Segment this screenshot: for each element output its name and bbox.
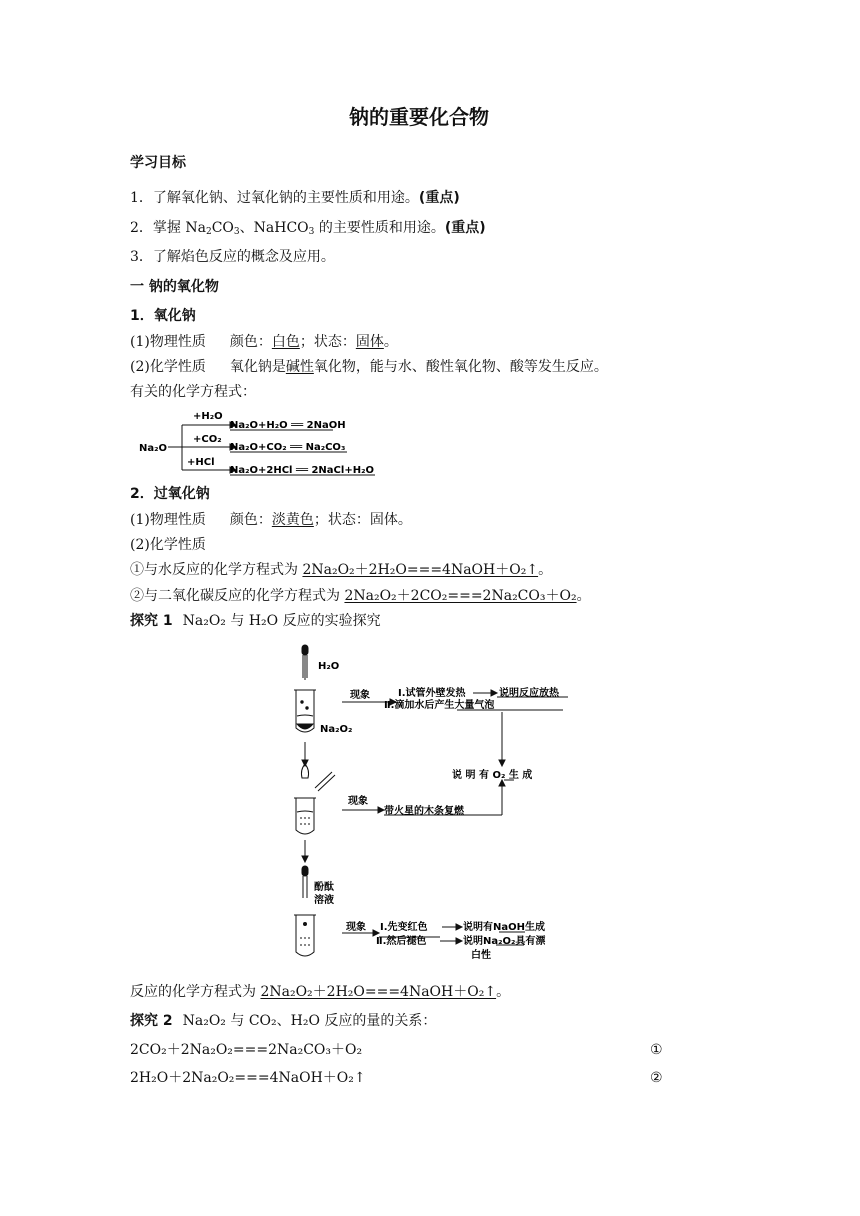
objective-2: 2．掌握 $Na_2CO_3$、NaHCO$_3$ 的主要性质和用途。(重点) xyxy=(130,220,486,237)
conclusion-3b-cont: 白性 xyxy=(471,950,491,961)
branch-equation: Na₂O+H₂O ══ 2NaOH xyxy=(230,420,346,431)
na2o-eq-intro: 有关的化学方程式： xyxy=(130,384,256,400)
observation-2: 带火星的木条复燃 xyxy=(384,806,464,817)
observation-label: 现象 xyxy=(350,690,370,701)
equation-2-mark: ② xyxy=(650,1070,663,1086)
branch-reagent: +H₂O xyxy=(193,411,223,422)
na2o-heading: 1．氧化钠 xyxy=(130,308,196,324)
objectives-heading: 学习目标 xyxy=(130,155,186,171)
observation-3a: Ⅰ.先变红色 xyxy=(380,922,428,933)
equation-1-mark: ① xyxy=(650,1042,663,1058)
explore1-equation: 反应的化学方程式为 2Na₂O₂＋2H₂O===4NaOH＋O₂↑。 xyxy=(130,984,511,1000)
branch-reagent: +CO₂ xyxy=(193,434,222,445)
branch-equation: Na₂O+2HCl ══ 2NaCl+H₂O xyxy=(230,465,374,476)
objective-3: 3．了解焰色反应的概念及应用。 xyxy=(130,249,335,265)
conclusion-3b: 说明Na₂O₂具有漂 xyxy=(463,936,546,947)
na2o2-chemical-label: (2)化学性质 xyxy=(130,537,206,553)
observation-1a: Ⅰ.试管外壁发热 xyxy=(398,688,466,699)
equation-1: 2CO₂＋2Na₂O₂===2Na₂CO₃＋O₂ xyxy=(130,1042,363,1058)
na2o-root-label: Na₂O xyxy=(139,443,167,454)
conclusion-1a: 说明反应放热 xyxy=(499,688,559,699)
observation-label: 现象 xyxy=(348,796,368,807)
page-title: 钠的重要化合物 xyxy=(349,105,489,129)
conclusion-3a: 说明有NaOH生成 xyxy=(463,922,545,933)
branch-reagent: +HCl xyxy=(187,457,215,468)
na2o-reaction-diagram xyxy=(135,405,395,480)
phenolphthalein-label: 酚酞 xyxy=(314,882,334,893)
h2o-label: H₂O xyxy=(318,661,340,672)
branch-equation: Na₂O+CO₂ ══ Na₂CO₃ xyxy=(230,442,346,453)
equation-2: 2H₂O＋2Na₂O₂===4NaOH＋O₂↑ xyxy=(130,1070,366,1086)
experiment-diagram xyxy=(280,640,580,970)
na2o2-co2-reaction: ②与二氧化碳反应的化学方程式为 2Na₂O₂＋2CO₂===2Na₂CO₃＋O₂。 xyxy=(130,588,591,604)
observation-label: 现象 xyxy=(346,922,366,933)
observation-3b: Ⅱ.然后褪色 xyxy=(376,936,427,947)
solution-label: 溶液 xyxy=(314,895,334,906)
na2o2-water-reaction: ①与水反应的化学方程式为 2Na₂O₂＋2H₂O===4NaOH＋O₂↑。 xyxy=(130,562,553,578)
na2o2-label: Na₂O₂ xyxy=(320,724,353,735)
explore2-heading: 探究 2 Na₂O₂ 与 CO₂、H₂O 反应的量的关系： xyxy=(130,1013,437,1029)
na2o2-heading: 2．过氧化钠 xyxy=(130,486,210,502)
explore1-heading: 探究 1 Na₂O₂ 与 H₂O 反应的实验探究 xyxy=(130,613,381,629)
section-heading: 一 钠的氧化物 xyxy=(130,279,219,295)
conclusion-o2: 说 明 有 O₂ 生 成 xyxy=(452,770,533,781)
objective-1: 1．了解氧化钠、过氧化钠的主要性质和用途。(重点) xyxy=(130,190,460,206)
na2o-physical: (1)物理性质 颜色：白色；状态：固体。 xyxy=(130,334,398,350)
na2o2-physical: (1)物理性质 颜色：淡黄色；状态：固体。 xyxy=(130,512,412,528)
observation-1b: Ⅱ.滴加水后产生大量气泡 xyxy=(384,700,495,711)
na2o-chemical: (2)化学性质 氧化钠是碱性氧化物，能与水、酸性氧化物、酸等发生反应。 xyxy=(130,359,608,375)
